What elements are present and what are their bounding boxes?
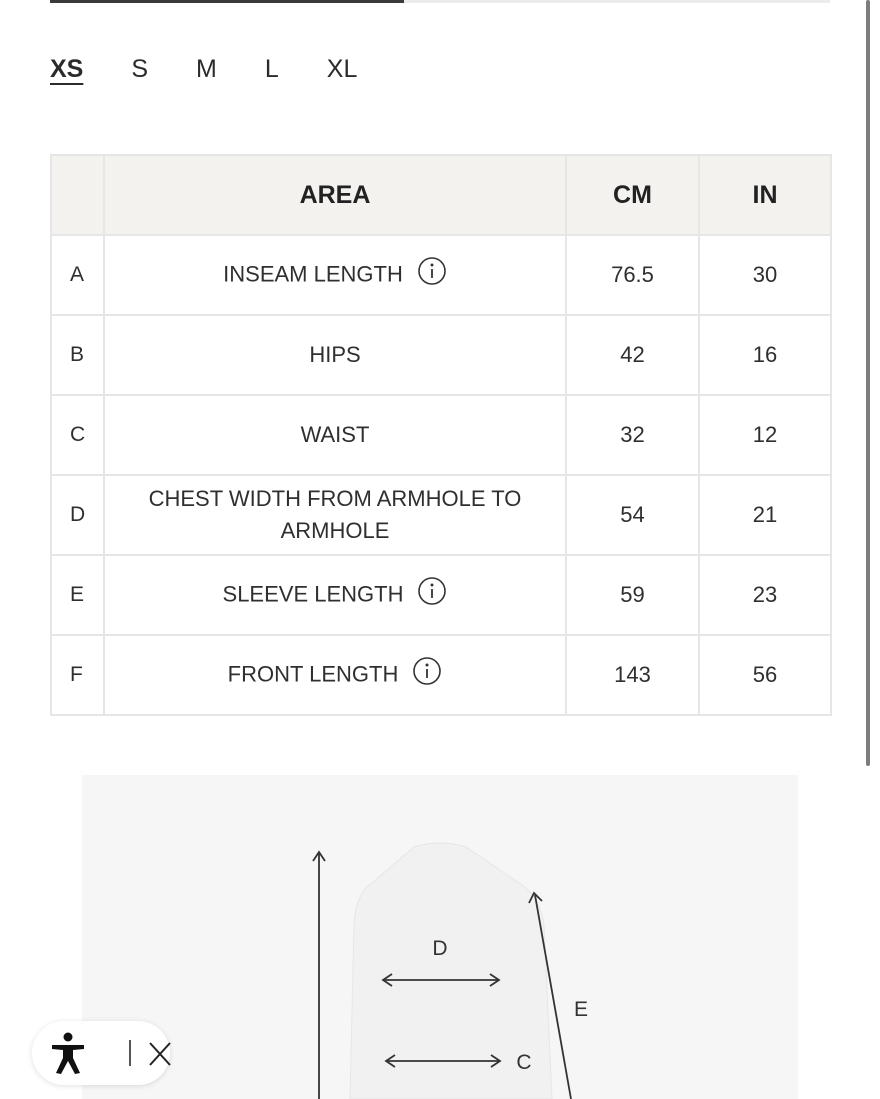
row-cm: 143 <box>566 635 699 715</box>
row-area-label: HIPS <box>309 342 361 367</box>
size-option-s[interactable]: S <box>131 55 149 83</box>
row-in: 30 <box>699 235 831 315</box>
tab-indicator-track <box>50 0 830 3</box>
info-icon[interactable] <box>417 256 447 295</box>
row-cm: 59 <box>566 555 699 635</box>
row-cm: 76.5 <box>566 235 699 315</box>
row-area-label: FRONT LENGTH <box>227 660 399 686</box>
tab-indicator-active <box>50 0 404 3</box>
row-area-label: INSEAM LENGTH <box>223 260 403 286</box>
info-icon[interactable] <box>417 576 447 615</box>
row-letter: B <box>51 315 104 395</box>
size-selector <box>50 52 405 86</box>
header-cm: CM <box>566 155 699 235</box>
row-area <box>104 475 566 555</box>
size-option-xl[interactable]: XL <box>326 55 358 83</box>
table-row <box>51 555 831 635</box>
row-area-label: CHEST WIDTH FROM ARMHOLE TO ARMHOLE <box>148 486 522 543</box>
row-cm: 54 <box>566 475 699 555</box>
table-row <box>51 635 831 715</box>
row-letter: F <box>51 635 104 715</box>
header-in: IN <box>699 155 831 235</box>
measurement-diagram <box>82 775 798 1099</box>
row-area-label: SLEEVE LENGTH <box>222 580 404 606</box>
row-letter: A <box>51 235 104 315</box>
row-in: 21 <box>699 475 831 555</box>
row-in: 16 <box>699 315 831 395</box>
row-in: 23 <box>699 555 831 635</box>
close-icon[interactable] <box>145 1041 175 1067</box>
size-option-xs[interactable]: XS <box>50 55 84 83</box>
header-letter <box>51 155 104 235</box>
row-area <box>104 555 566 635</box>
accessibility-icon[interactable] <box>48 1031 88 1075</box>
size-measurement-table <box>50 154 832 716</box>
row-letter: D <box>51 475 104 555</box>
row-area <box>104 235 566 315</box>
scrollbar[interactable] <box>866 0 870 766</box>
row-area <box>104 395 566 475</box>
header-area: AREA <box>104 155 566 235</box>
diagram-label-e: E <box>573 998 589 1021</box>
size-option-m[interactable]: M <box>196 55 217 83</box>
table-row <box>51 395 831 475</box>
table-row <box>51 315 831 395</box>
table-row <box>51 235 831 315</box>
divider <box>129 1040 131 1066</box>
diagram-label-d: D <box>432 937 448 960</box>
row-area <box>104 315 566 395</box>
size-option-l[interactable]: L <box>264 55 279 83</box>
table-row <box>51 475 831 555</box>
diagram-label-c: C <box>516 1051 532 1074</box>
row-letter: C <box>51 395 104 475</box>
row-in: 56 <box>699 635 831 715</box>
row-cm: 42 <box>566 315 699 395</box>
row-area-label: WAIST <box>300 422 370 447</box>
row-letter: E <box>51 555 104 635</box>
row-area <box>104 635 566 715</box>
info-icon[interactable] <box>412 656 442 695</box>
table-header-row <box>51 155 831 235</box>
row-cm: 32 <box>566 395 699 475</box>
row-in: 12 <box>699 395 831 475</box>
accessibility-widget <box>32 1021 170 1085</box>
